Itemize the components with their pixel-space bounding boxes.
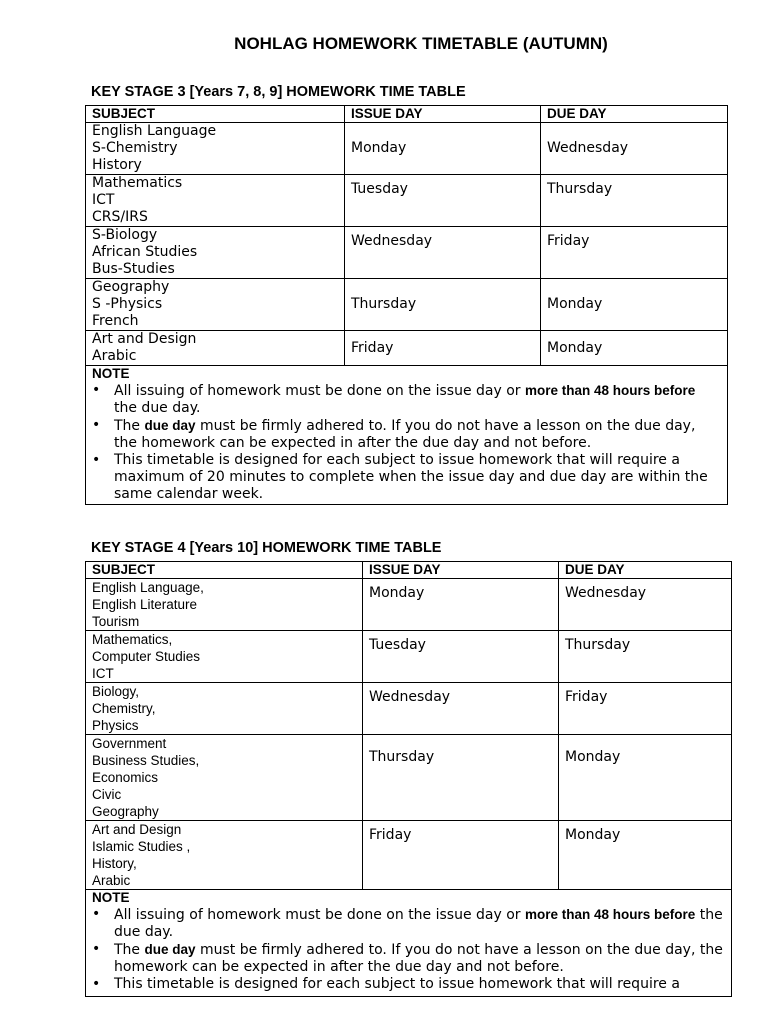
subject-name: Mathematics xyxy=(92,175,183,191)
subject-name: S-Biology xyxy=(92,227,158,243)
subject-name: Arabic xyxy=(92,873,131,888)
subject-name: Civic xyxy=(92,787,122,802)
issue-day-cell: Monday xyxy=(363,579,559,631)
table-row xyxy=(86,579,732,631)
subject-name: English Language, xyxy=(92,580,204,595)
note-item: • All issuing of homework must be done on the issue day or more than 48 hours before the due day. xyxy=(92,382,696,416)
subject-name: Bus-Studies xyxy=(92,261,175,277)
subject-name: Tourism xyxy=(92,614,140,629)
subject-name: Art and Design xyxy=(92,822,182,837)
note-title: NOTE xyxy=(92,890,130,905)
subject-name: Chemistry, xyxy=(92,701,156,716)
due-day-cell: Friday xyxy=(559,683,732,735)
ks4-heading: KEY STAGE 4 [Years 10] HOMEWORK TIME TABLE xyxy=(91,540,442,556)
issue-day-cell: Wednesday xyxy=(345,227,541,279)
subject-cell xyxy=(86,175,345,227)
table-row xyxy=(86,331,728,366)
note-item: • All issuing of homework must be done on the issue day or more than 48 hours before the due day. xyxy=(92,906,723,940)
subject-cell xyxy=(86,331,345,366)
subject-name: Business Studies, xyxy=(92,753,200,768)
subject-name: History xyxy=(92,157,142,173)
table-row xyxy=(86,175,728,227)
note-item: • The due day must be firmly adhered to. If you do not have a lesson on the due day, the homework can be expected in after the due day and not before. xyxy=(92,941,723,975)
due-day-cell: Thursday xyxy=(541,175,728,227)
subject-name: History, xyxy=(92,856,137,871)
table-row xyxy=(86,821,732,890)
table-row xyxy=(86,735,732,821)
header-due-day: DUE DAY xyxy=(559,562,732,579)
table-header-row xyxy=(86,106,728,123)
subject-name: Geography xyxy=(92,279,170,295)
table-header-row xyxy=(86,562,732,579)
table-row xyxy=(86,631,732,683)
note-item: • This timetable is designed for each subject to issue homework that will require a xyxy=(92,976,680,992)
due-day-cell: Wednesday xyxy=(559,579,732,631)
subject-name: S-Chemistry xyxy=(92,140,178,156)
due-day-cell: Monday xyxy=(541,331,728,366)
subject-name: Arabic xyxy=(92,348,137,364)
issue-day-cell: Friday xyxy=(363,821,559,890)
subject-name: Government xyxy=(92,736,167,751)
due-day-cell: Thursday xyxy=(559,631,732,683)
subject-cell xyxy=(86,735,363,821)
ks3-timetable xyxy=(85,105,728,505)
issue-day-cell: Monday xyxy=(345,123,541,175)
note-item: • This timetable is designed for each subject to issue homework that will require a maximum of 20 minutes to complete when the issue day and due day are within the same calendar week. xyxy=(92,452,708,502)
subject-name: ICT xyxy=(92,666,114,681)
subject-cell xyxy=(86,631,363,683)
due-day-cell: Wednesday xyxy=(541,123,728,175)
issue-day-cell: Tuesday xyxy=(345,175,541,227)
subject-name: English Literature xyxy=(92,597,198,612)
due-day-cell: Friday xyxy=(541,227,728,279)
issue-day-cell: Friday xyxy=(345,331,541,366)
header-issue-day: ISSUE DAY xyxy=(345,106,541,123)
subject-name: Islamic Studies , xyxy=(92,839,191,854)
table-row xyxy=(86,279,728,331)
note-cell xyxy=(86,890,732,997)
table-row xyxy=(86,123,728,175)
issue-day-cell: Thursday xyxy=(363,735,559,821)
subject-name: Art and Design xyxy=(92,331,197,347)
ks4-timetable xyxy=(85,561,732,997)
note-item: • The due day must be firmly adhered to. If you do not have a lesson on the due day, the homework can be expected in after the due day and not before. xyxy=(92,417,696,451)
table-row xyxy=(86,227,728,279)
subject-name: Physics xyxy=(92,718,139,733)
issue-day-cell: Wednesday xyxy=(363,683,559,735)
due-day-cell: Monday xyxy=(559,735,732,821)
subject-name: Geography xyxy=(92,804,159,819)
header-due-day: DUE DAY xyxy=(541,106,728,123)
note-row xyxy=(86,366,728,505)
subject-name: African Studies xyxy=(92,244,198,260)
subject-name: Economics xyxy=(92,770,159,785)
subject-cell xyxy=(86,683,363,735)
subject-name: English Language xyxy=(92,123,217,139)
document-title: NOHLAG HOMEWORK TIMETABLE (AUTUMN) xyxy=(234,34,608,53)
subject-cell xyxy=(86,279,345,331)
subject-name: ICT xyxy=(92,192,115,208)
note-row xyxy=(86,890,732,997)
subject-cell xyxy=(86,123,345,175)
subject-name: CRS/IRS xyxy=(92,209,148,225)
header-issue-day: ISSUE DAY xyxy=(363,562,559,579)
issue-day-cell: Thursday xyxy=(345,279,541,331)
header-subject: SUBJECT xyxy=(86,562,363,579)
bullet-icon: • xyxy=(92,452,101,468)
table-row xyxy=(86,683,732,735)
subject-name: Mathematics, xyxy=(92,632,173,647)
bullet-icon: • xyxy=(92,417,101,433)
note-cell xyxy=(86,366,728,505)
subject-name: Biology, xyxy=(92,684,140,699)
header-subject: SUBJECT xyxy=(86,106,345,123)
note-list xyxy=(92,382,721,503)
ks3-heading: KEY STAGE 3 [Years 7, 8, 9] HOMEWORK TIME TABLE xyxy=(91,84,466,100)
subject-name: French xyxy=(92,313,139,329)
due-day-cell: Monday xyxy=(541,279,728,331)
bullet-icon: • xyxy=(92,906,101,922)
note-title: NOTE xyxy=(92,366,130,381)
subject-cell xyxy=(86,821,363,890)
subject-name: Computer Studies xyxy=(92,649,201,664)
note-list xyxy=(92,906,725,993)
bullet-icon: • xyxy=(92,941,101,957)
bullet-icon: • xyxy=(92,976,101,992)
subject-cell xyxy=(86,579,363,631)
bullet-icon: • xyxy=(92,382,101,398)
subject-name: S -Physics xyxy=(92,296,163,312)
subject-cell xyxy=(86,227,345,279)
due-day-cell: Monday xyxy=(559,821,732,890)
issue-day-cell: Tuesday xyxy=(363,631,559,683)
